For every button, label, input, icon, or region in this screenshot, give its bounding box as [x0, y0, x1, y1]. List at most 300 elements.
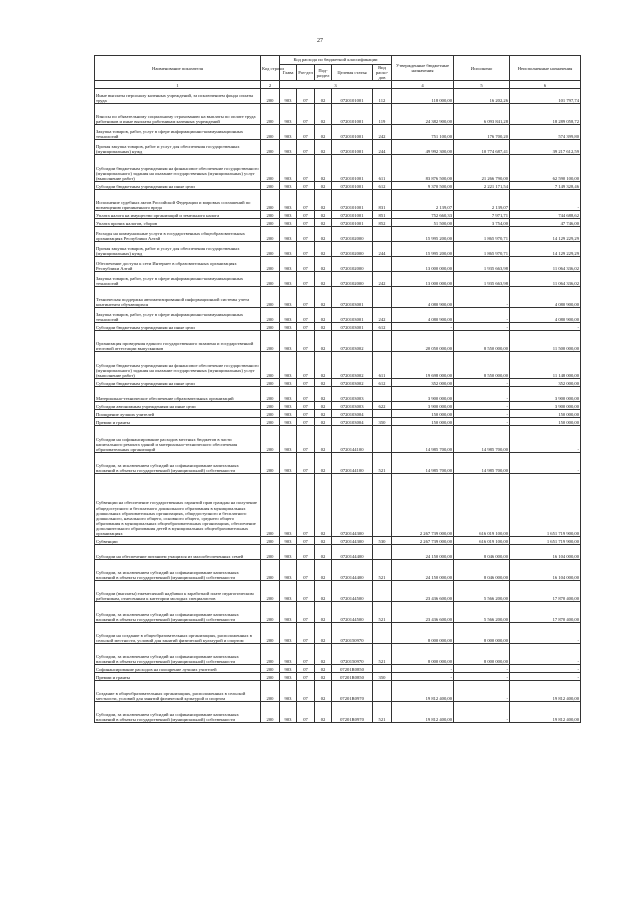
row-podrazdel: 02	[315, 89, 332, 104]
row-glava: 903	[280, 623, 297, 644]
row-unexecuted: 19 812 400,00	[510, 681, 581, 702]
row-glava: 903	[280, 323, 297, 331]
row-name: Взносы по обязательному социальному страхованию на выплаты по оплате труда работников и иные выплаты работникам казенных учреждений	[95, 104, 261, 125]
row-article: 07201R0850	[332, 673, 373, 681]
row-article: 0720102000	[332, 242, 373, 257]
row-executed: 6 093 841,28	[454, 104, 510, 125]
row-approved: 751 100,00	[392, 125, 454, 140]
row-article: 0720102000	[332, 227, 373, 242]
row-executed: 8 000 000,00	[454, 644, 510, 665]
row-approved: 752 660,33	[392, 211, 454, 219]
table-row	[95, 125, 581, 140]
table-row	[95, 410, 581, 418]
row-razdel: 07	[297, 219, 315, 227]
row-unexecuted: 150 000,00	[510, 410, 581, 418]
header-vid: Вид расхо-дов	[373, 65, 392, 81]
row-executed: 8 046 000,00	[454, 560, 510, 581]
row-article: 0720150970	[332, 623, 373, 644]
row-vid	[373, 474, 392, 537]
row-executed: 176 700,20	[454, 125, 510, 140]
row-code: 200	[261, 182, 280, 190]
row-code: 200	[261, 418, 280, 426]
row-podrazdel: 02	[315, 426, 332, 453]
row-name: Субсидии автономным учреждениям на иные цели	[95, 402, 261, 410]
row-name: Субсидии, за исключением субсидий на софинансирование капитальных вложений в объекты государственной (муниципальной) собственности	[95, 602, 261, 623]
row-unexecuted: 7 149 328,46	[510, 182, 581, 190]
row-podrazdel: 02	[315, 352, 332, 379]
row-executed: -	[454, 402, 510, 410]
row-podrazdel: 02	[315, 602, 332, 623]
table-row	[95, 560, 581, 581]
header-razdel: Раз-дел	[297, 65, 315, 81]
row-article: 0720102000	[332, 272, 373, 287]
row-unexecuted: 11 064 336,02	[510, 272, 581, 287]
row-podrazdel: 02	[315, 287, 332, 308]
row-podrazdel: 02	[315, 104, 332, 125]
row-vid: 521	[373, 644, 392, 665]
row-glava: 903	[280, 182, 297, 190]
table-row	[95, 644, 581, 665]
row-approved: 352 000,00	[392, 379, 454, 387]
row-approved: 15 995 200,00	[392, 227, 454, 242]
table-row	[95, 272, 581, 287]
row-executed: -	[454, 287, 510, 308]
table-row	[95, 140, 581, 155]
row-vid: 242	[373, 308, 392, 323]
row-name: Техническая поддержка автоматизированной информационной системы учета контингента обучающихся	[95, 287, 261, 308]
row-razdel: 07	[297, 242, 315, 257]
row-approved: 2 267 739 000,00	[392, 537, 454, 545]
row-unexecuted: 4 080 900,00	[510, 308, 581, 323]
row-article: 0720150970	[332, 644, 373, 665]
row-code: 200	[261, 272, 280, 287]
row-unexecuted: 11 500 000,00	[510, 331, 581, 352]
row-executed: 1 935 663,98	[454, 272, 510, 287]
row-glava: 903	[280, 140, 297, 155]
row-podrazdel: 02	[315, 219, 332, 227]
row-unexecuted: 16 104 000,00	[510, 545, 581, 560]
row-name: Премии и гранты	[95, 418, 261, 426]
row-approved: 2 139,07	[392, 190, 454, 211]
row-razdel: 07	[297, 182, 315, 190]
header-name: Наименование показателя	[95, 56, 261, 81]
row-code: 200	[261, 560, 280, 581]
row-razdel: 07	[297, 418, 315, 426]
row-glava: 903	[280, 331, 297, 352]
row-unexecuted: 11 064 336,02	[510, 257, 581, 272]
row-article: 0720101001	[332, 190, 373, 211]
row-approved: 4 080 900,00	[392, 308, 454, 323]
row-executed: 14 985 700,00	[454, 426, 510, 453]
row-podrazdel: 02	[315, 673, 332, 681]
row-unexecuted: 17 870 400,00	[510, 581, 581, 602]
row-executed: 8 046 000,00	[454, 545, 510, 560]
row-article: 0720144100	[332, 453, 373, 474]
row-approved: 23 436 600,00	[392, 602, 454, 623]
row-podrazdel: 02	[315, 257, 332, 272]
row-glava: 903	[280, 272, 297, 287]
row-name: Обеспечение доступа к сети Интернет в образовательных организациях Республики Алтай	[95, 257, 261, 272]
table-row	[95, 418, 581, 426]
row-article: 07201R0970	[332, 681, 373, 702]
row-code: 200	[261, 190, 280, 211]
column-number: 6	[510, 81, 581, 89]
table-row	[95, 673, 581, 681]
row-name: Создание в общеобразовательных организациях, расположенных в сельской местности, условий для занятий физической культурой и спортом	[95, 681, 261, 702]
table-row	[95, 182, 581, 190]
row-podrazdel: 02	[315, 537, 332, 545]
row-podrazdel: 02	[315, 702, 332, 723]
row-article: 0720144100	[332, 426, 373, 453]
row-article: 0720103003	[332, 387, 373, 402]
row-approved: 15 995 200,00	[392, 242, 454, 257]
row-unexecuted: 101 797,74	[510, 89, 581, 104]
row-podrazdel: 02	[315, 418, 332, 426]
row-unexecuted: 744 688,62	[510, 211, 581, 219]
row-name: Субсидии бюджетным учреждениям на финансовое обеспечение государственного (муниципального) задания на оказание государственных (муниципальных) услуг (выполнение работ)	[95, 352, 261, 379]
row-name: Субвенции на обеспечение государственных гарантий прав граждан на получение общедоступного и бесплатного дошкольного образования в муниципальных дошкольных образовательных организациях, общедоступного и бесплатного дошкольного, начального общего, основного общего, среднего общего образования в муниципальных общеобразовательных организациях, обеспечение дополнительного образования детей в муниципальных общеобразовательных организациях	[95, 474, 261, 537]
table-row	[95, 104, 581, 125]
row-name: Исполнение судебных актов Российской Федерации и мировых соглашений по возмещению причиненного вреда	[95, 190, 261, 211]
row-name: Софинансирование расходов на поощрение лучших учителей	[95, 665, 261, 673]
row-vid	[373, 623, 392, 644]
row-name: Прочая закупка товаров, работ и услуг для обеспечения государственных (муниципальных) нужд	[95, 140, 261, 155]
row-razdel: 07	[297, 331, 315, 352]
row-razdel: 07	[297, 308, 315, 323]
row-glava: 903	[280, 352, 297, 379]
row-code: 200	[261, 125, 280, 140]
row-razdel: 07	[297, 665, 315, 673]
row-article: 0720103002	[332, 379, 373, 387]
row-article: 0720144400	[332, 560, 373, 581]
row-approved: 19 812 400,00	[392, 681, 454, 702]
row-vid	[373, 387, 392, 402]
row-approved: 23 436 600,00	[392, 581, 454, 602]
row-razdel: 07	[297, 474, 315, 537]
row-podrazdel: 02	[315, 560, 332, 581]
row-vid: 530	[373, 537, 392, 545]
row-unexecuted: -	[510, 644, 581, 665]
row-vid: 119	[373, 104, 392, 125]
row-glava: 903	[280, 242, 297, 257]
row-article: 0720103001	[332, 323, 373, 331]
row-razdel: 07	[297, 581, 315, 602]
row-article: 07201R0970	[332, 702, 373, 723]
row-code: 200	[261, 402, 280, 410]
row-approved: -	[392, 673, 454, 681]
table-row	[95, 287, 581, 308]
row-podrazdel: 02	[315, 453, 332, 474]
row-approved: 83 876 500,00	[392, 155, 454, 182]
row-vid: 831	[373, 190, 392, 211]
row-vid: 851	[373, 211, 392, 219]
row-podrazdel: 02	[315, 665, 332, 673]
row-razdel: 07	[297, 227, 315, 242]
row-article: 0720101001	[332, 104, 373, 125]
row-executed: 5 566 200,00	[454, 581, 510, 602]
table-row	[95, 155, 581, 182]
row-code: 200	[261, 665, 280, 673]
row-glava: 903	[280, 155, 297, 182]
header-approved: Утвержденные бюджетные назначения	[392, 56, 454, 81]
row-razdel: 07	[297, 125, 315, 140]
row-glava: 903	[280, 308, 297, 323]
row-executed: 1 935 663,98	[454, 257, 510, 272]
row-vid: 244	[373, 140, 392, 155]
row-glava: 903	[280, 453, 297, 474]
row-unexecuted: 62 590 100,00	[510, 155, 581, 182]
row-vid: 350	[373, 673, 392, 681]
row-approved: 8 000 000,00	[392, 623, 454, 644]
row-vid: 852	[373, 219, 392, 227]
row-executed: -	[454, 410, 510, 418]
row-unexecuted: 352 000,00	[510, 379, 581, 387]
row-unexecuted: -	[510, 673, 581, 681]
row-vid: 521	[373, 453, 392, 474]
row-podrazdel: 02	[315, 308, 332, 323]
row-razdel: 07	[297, 673, 315, 681]
row-podrazdel: 02	[315, 681, 332, 702]
row-razdel: 07	[297, 257, 315, 272]
row-glava: 903	[280, 537, 297, 545]
column-number: 5	[454, 81, 510, 89]
row-executed: 7 971,71	[454, 211, 510, 219]
row-podrazdel: 02	[315, 410, 332, 418]
row-approved: 20 050 000,00	[392, 331, 454, 352]
row-glava: 903	[280, 545, 297, 560]
row-unexecuted: 39 217 612,59	[510, 140, 581, 155]
row-executed: -	[454, 308, 510, 323]
table-row	[95, 453, 581, 474]
row-vid: 244	[373, 242, 392, 257]
table-row	[95, 702, 581, 723]
table-row	[95, 623, 581, 644]
row-glava: 903	[280, 402, 297, 410]
row-approved: 49 992 300,00	[392, 140, 454, 155]
row-razdel: 07	[297, 89, 315, 104]
table-row	[95, 331, 581, 352]
row-podrazdel: 02	[315, 125, 332, 140]
row-name: Прочая закупка товаров, работ и услуг для обеспечения государственных (муниципальных) нужд	[95, 242, 261, 257]
row-unexecuted: 16 104 000,00	[510, 560, 581, 581]
row-glava: 903	[280, 665, 297, 673]
row-approved: 13 000 000,00	[392, 257, 454, 272]
row-name: Субсидии, за исключением субсидий на софинансирование капитальных вложений в объекты государственной (муниципальной) собственности	[95, 560, 261, 581]
row-approved: 4 080 900,00	[392, 287, 454, 308]
row-article: 0720101001	[332, 140, 373, 155]
row-approved: 3 900 000,00	[392, 387, 454, 402]
row-razdel: 07	[297, 402, 315, 410]
row-executed: -	[454, 387, 510, 402]
row-article: 0720144400	[332, 545, 373, 560]
row-code: 200	[261, 331, 280, 352]
column-number: 1	[95, 81, 261, 89]
row-name: Субсидии бюджетным учреждениям на иные цели	[95, 323, 261, 331]
row-article: 0720101001	[332, 182, 373, 190]
page-number: 27	[317, 38, 323, 44]
row-podrazdel: 02	[315, 323, 332, 331]
row-name: Поощрение лучших учителей	[95, 410, 261, 418]
table-row	[95, 402, 581, 410]
table-row	[95, 602, 581, 623]
row-glava: 903	[280, 702, 297, 723]
row-name: Материально-техническое обеспечение образовательных организаций	[95, 387, 261, 402]
row-name: Уплата налога на имущество организаций и земельного налога	[95, 211, 261, 219]
row-unexecuted: -	[510, 323, 581, 331]
row-code: 200	[261, 352, 280, 379]
row-code: 200	[261, 155, 280, 182]
row-name: Субсидии на создание в общеобразовательных организациях, расположенных в сельской местности, условий для занятий физической культурой и спортом	[95, 623, 261, 644]
row-vid: 612	[373, 379, 392, 387]
table-row	[95, 379, 581, 387]
row-podrazdel: 02	[315, 331, 332, 352]
row-razdel: 07	[297, 453, 315, 474]
row-podrazdel: 02	[315, 227, 332, 242]
row-code: 200	[261, 681, 280, 702]
row-approved: 9 370 500,00	[392, 182, 454, 190]
row-name: Субсидии бюджетным учреждениям на иные цели	[95, 379, 261, 387]
row-unexecuted: -	[510, 623, 581, 644]
row-glava: 903	[280, 104, 297, 125]
row-glava: 903	[280, 387, 297, 402]
row-name: Закупка товаров, работ, услуг в сфере информационно-коммуникационных технологий	[95, 308, 261, 323]
row-razdel: 07	[297, 287, 315, 308]
row-code: 200	[261, 623, 280, 644]
row-glava: 903	[280, 410, 297, 418]
row-approved: 24 150 000,00	[392, 545, 454, 560]
row-code: 200	[261, 323, 280, 331]
row-article: 0720101001	[332, 125, 373, 140]
header-article: Целевая статья	[332, 65, 373, 81]
row-vid	[373, 331, 392, 352]
row-executed: 8 550 000,00	[454, 331, 510, 352]
row-razdel: 07	[297, 410, 315, 418]
row-glava: 903	[280, 418, 297, 426]
table-row	[95, 219, 581, 227]
table-row	[95, 211, 581, 219]
row-podrazdel: 02	[315, 581, 332, 602]
table-row	[95, 581, 581, 602]
row-code: 200	[261, 702, 280, 723]
row-approved: 118 000,00	[392, 89, 454, 104]
row-razdel: 07	[297, 155, 315, 182]
row-executed: 616 019 100,00	[454, 537, 510, 545]
row-approved: 3 900 000,00	[392, 402, 454, 410]
row-code: 200	[261, 257, 280, 272]
row-name: Субсидии, за исключением субсидий на софинансирование капитальных вложений в объекты государственной (муниципальной) собственности	[95, 702, 261, 723]
column-number: 2	[261, 81, 280, 89]
row-vid: 612	[373, 182, 392, 190]
row-article: 0720103001	[332, 287, 373, 308]
row-code: 200	[261, 287, 280, 308]
row-approved: 51 500,00	[392, 219, 454, 227]
row-razdel: 07	[297, 537, 315, 545]
row-code: 200	[261, 581, 280, 602]
row-approved: 24 150 000,00	[392, 560, 454, 581]
column-numbering-row	[95, 81, 581, 89]
row-code: 200	[261, 410, 280, 418]
row-vid: 521	[373, 702, 392, 723]
row-article: 0720102000	[332, 257, 373, 272]
row-unexecuted: 574 399,80	[510, 125, 581, 140]
table-row	[95, 308, 581, 323]
row-podrazdel: 02	[315, 140, 332, 155]
row-approved: 14 985 700,00	[392, 426, 454, 453]
row-razdel: 07	[297, 387, 315, 402]
row-podrazdel: 02	[315, 190, 332, 211]
row-name: Уплата прочих налогов, сборов	[95, 219, 261, 227]
row-code: 200	[261, 227, 280, 242]
row-podrazdel: 02	[315, 545, 332, 560]
row-podrazdel: 02	[315, 155, 332, 182]
row-executed: 8 000 000,00	[454, 623, 510, 644]
row-razdel: 07	[297, 104, 315, 125]
table-header-row	[95, 56, 581, 65]
row-executed: -	[454, 702, 510, 723]
table-row	[95, 474, 581, 537]
row-razdel: 07	[297, 545, 315, 560]
row-name: Субсидии бюджетным учреждениям на иные цели	[95, 182, 261, 190]
row-glava: 903	[280, 287, 297, 308]
row-glava: 903	[280, 227, 297, 242]
row-executed: 16 202,26	[454, 89, 510, 104]
row-unexecuted: -	[510, 190, 581, 211]
row-vid	[373, 287, 392, 308]
row-executed: -	[454, 323, 510, 331]
row-unexecuted: 3 900 000,00	[510, 402, 581, 410]
table-row	[95, 545, 581, 560]
row-unexecuted: 1 651 719 900,00	[510, 537, 581, 545]
row-executed: -	[454, 681, 510, 702]
row-name: Субсидии бюджетным учреждениям на финансовое обеспечение государственного (муниципального) задания на оказание государственных (муниципальных) услуг (выполнение работ)	[95, 155, 261, 182]
table-row	[95, 352, 581, 379]
row-glava: 903	[280, 602, 297, 623]
row-razdel: 07	[297, 140, 315, 155]
row-unexecuted: 1 651 719 900,00	[510, 474, 581, 537]
row-unexecuted: 3 900 000,00	[510, 387, 581, 402]
header-budget-group: Код расхода по бюджетной классификации	[280, 56, 392, 65]
row-razdel: 07	[297, 681, 315, 702]
row-vid	[373, 426, 392, 453]
row-podrazdel: 02	[315, 211, 332, 219]
row-unexecuted: 19 812 400,00	[510, 702, 581, 723]
table-row	[95, 190, 581, 211]
row-code: 200	[261, 673, 280, 681]
row-executed: 5 566 200,00	[454, 602, 510, 623]
row-approved: 150 000,00	[392, 410, 454, 418]
row-code: 200	[261, 242, 280, 257]
table-row	[95, 257, 581, 272]
row-name: Субвенции	[95, 537, 261, 545]
row-approved: 19 812 400,00	[392, 702, 454, 723]
row-glava: 903	[280, 581, 297, 602]
row-glava: 903	[280, 190, 297, 211]
row-article: 0720103004	[332, 410, 373, 418]
row-vid: 612	[373, 323, 392, 331]
row-code: 200	[261, 453, 280, 474]
row-name: Субсидии, за исключением субсидий на софинансирование капитальных вложений в объекты государственной (муниципальной) собственности	[95, 453, 261, 474]
row-podrazdel: 02	[315, 272, 332, 287]
row-vid: 611	[373, 155, 392, 182]
row-approved: 2 267 739 000,00	[392, 474, 454, 537]
row-executed: -	[454, 379, 510, 387]
row-glava: 903	[280, 211, 297, 219]
row-code: 200	[261, 644, 280, 665]
row-vid: 622	[373, 402, 392, 410]
budget-table	[94, 55, 581, 723]
row-code: 200	[261, 140, 280, 155]
row-code: 200	[261, 426, 280, 453]
